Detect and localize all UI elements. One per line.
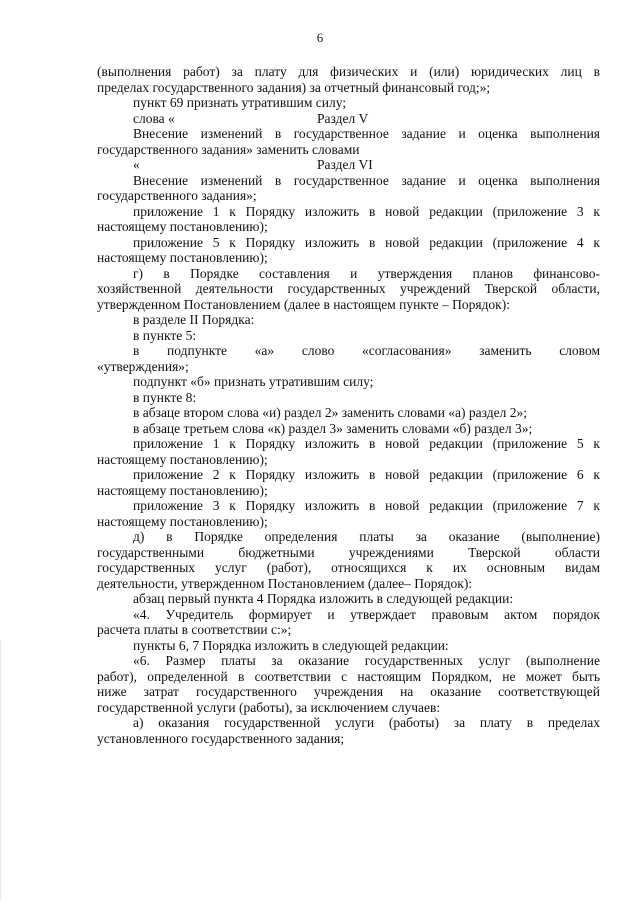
text-line: в подпункте «а» слово «согласования» заменить словом <box>133 343 600 358</box>
text-line: установленного государственного задания; <box>97 730 345 746</box>
text-line: государственного задания» заменить словами <box>97 141 360 157</box>
text-line: пункт 69 признать утратившим силу; <box>133 95 347 110</box>
text-line: деятельности, утвержденном Постановлением (далее– Порядок): <box>97 575 473 591</box>
text-line: в абзаце третьем слова «к) раздел 3» заменить словами «б) раздел 3»; <box>133 420 533 436</box>
text-line: «4. Учредитель формирует и утверждает правовым актом порядок <box>133 606 600 622</box>
text-line: настоящему постановлению); <box>97 219 268 234</box>
text-line: абзац первый пункта 4 Порядка изложить в следующей редакции: <box>133 591 514 606</box>
text-line: Внесение изменений в государственное задание и оценка выполнения <box>133 172 600 188</box>
text-line: приложение 1 к Порядку изложить в новой редакции (приложение 5 к <box>133 436 600 451</box>
text-line: г) в Порядке составления и утверждения планов финансово- <box>133 265 600 281</box>
text-line: приложение 1 к Порядку изложить в новой редакции (приложение 3 к <box>133 203 600 219</box>
text-line: работ), определенной в соответствии с настоящим Порядком, не может быть <box>97 668 600 684</box>
text-line: д) в Порядке определения платы за оказание (выполнение) <box>133 529 600 544</box>
text-line: в абзаце втором слова «и) раздел 2» заменить словами «а) раздел 2»; <box>133 405 527 420</box>
text-line-left: « <box>133 157 140 172</box>
text-line: Внесение изменений в государственное задание и оценка выполнения <box>133 126 600 141</box>
text-line: расчета платы в соответствии с:»; <box>97 622 292 637</box>
text-line: государственной услуги (работы), за исключением случаев: <box>97 699 441 715</box>
text-line: ниже затрат государственного учреждения на оказание соответствующей <box>97 684 600 699</box>
page-number: 6 <box>316 30 324 45</box>
text-line: пределах государственного задания) за отчетный финансовый год;»; <box>97 79 491 95</box>
text-line: пункты 6, 7 Порядка изложить в следующей редакции: <box>133 637 449 653</box>
text-line: настоящему постановлению); <box>97 451 268 467</box>
text-line: приложение 2 к Порядку изложить в новой редакции (приложение 6 к <box>133 467 600 482</box>
text-line: хозяйственной деятельности государственных учреждений Тверской области, <box>97 281 600 296</box>
text-line: утвержденном Постановлением (далее в настоящем пункте – Порядок): <box>97 296 510 312</box>
text-line: настоящему постановлению); <box>97 482 268 498</box>
text-line: приложение 3 к Порядку изложить в новой редакции (приложение 7 к <box>133 498 600 513</box>
text-line: (выполнения работ) за плату для физических и (или) юридических лиц в <box>97 64 600 79</box>
text-line-left: слова « <box>133 110 175 126</box>
section-heading: Раздел VI <box>317 157 373 172</box>
text-line: подпункт «б» признать утратившим силу; <box>133 374 374 389</box>
text-line: в пункте 8: <box>133 389 197 405</box>
text-line: «утверждения»; <box>97 358 189 374</box>
text-line: настоящему постановлению); <box>97 250 268 265</box>
text-line: «6. Размер платы за оказание государственных услуг (выполнение <box>133 653 600 668</box>
document-body <box>97 64 600 746</box>
text-line: а) оказания государственной услуги (работы) за плату в пределах <box>133 715 600 730</box>
text-line: государственного задания»; <box>97 188 257 203</box>
text-line: государственных услуг (работ), относящихся к их основным видам <box>97 560 600 575</box>
scan-edge-mark <box>0 640 1 900</box>
text-line: в разделе II Порядка: <box>133 312 255 327</box>
text-line: приложение 5 к Порядку изложить в новой редакции (приложение 4 к <box>133 234 600 250</box>
text-line: настоящему постановлению); <box>97 513 268 529</box>
text-line: государственными бюджетными учреждениями Тверской области <box>97 544 600 560</box>
section-heading: Раздел V <box>317 110 369 126</box>
text-line: в пункте 5: <box>133 327 197 343</box>
text-line <box>97 157 600 173</box>
text-line <box>97 111 600 127</box>
